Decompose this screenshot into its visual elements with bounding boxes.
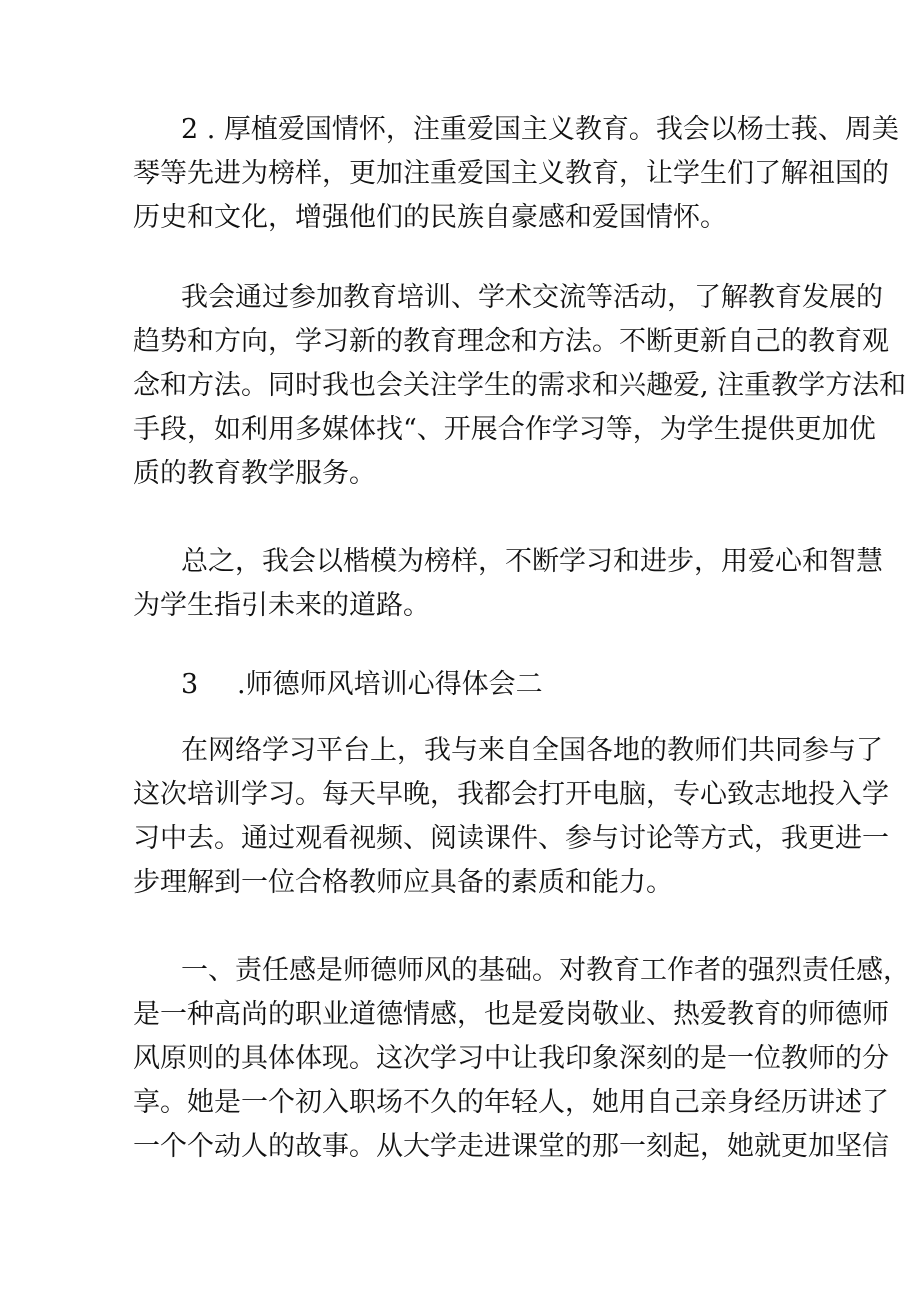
text-line: 我会通过参加教育培训、学术交流等活动，了解教育发展的: [181, 282, 883, 313]
text-line: 质的教育教学服务。: [133, 458, 376, 489]
paragraph-teaching-methods: [133, 276, 907, 496]
text-line: 习中去。通过观看视频、阅读课件、参与讨论等方式，我更进一: [133, 823, 889, 854]
paragraph-conclusion: [133, 540, 883, 628]
text-line: 为学生指引未来的道路。: [133, 590, 430, 621]
text-line: 步理解到一位合格教师应具备的素质和能力。: [133, 867, 673, 898]
text-line: 历史和文化，增强他们的民族自豪感和爱国情怀。: [133, 202, 727, 233]
text-line: 在网络学习平台上，我与来自全国各地的教师们共同参与了: [181, 735, 883, 766]
text-line: 总之，我会以楷模为榜样，不断学习和进步，用爱心和智慧: [181, 546, 883, 577]
heading-number: 3: [181, 669, 199, 700]
text-line: 手段，如利用多媒体找“、开展合作学习等，为学生提供更加优: [133, 414, 876, 445]
paragraph-patriotic-education: [133, 108, 899, 240]
heading-text: .师德师风培训心得体会二: [237, 669, 543, 700]
text-line: 念和方法。同时我也会关注学生的需求和兴趣爱, 注重教学方法和: [133, 370, 907, 401]
text-line: 琴等先进为榜样，更加注重爱国主义教育，让学生们了解祖国的: [133, 158, 889, 189]
text-line: 一、责任感是师德师风的基础。对教育工作者的强烈责任感，: [181, 955, 910, 986]
text-line: 一个个动人的故事。从大学走进课堂的那一刻起，她就更加坚信: [133, 1131, 889, 1162]
text-line: 这次培训学习。每天早晚，我都会打开电脑，专心致志地投入学: [133, 779, 889, 810]
text-line: 风原则的具体体现。这次学习中让我印象深刻的是一位教师的分: [133, 1043, 889, 1074]
section-heading: [133, 663, 803, 707]
text-line: 是一种高尚的职业道德情感，也是爱岗敬业、热爱教育的师德师: [133, 999, 889, 1030]
paragraph-responsibility: [133, 949, 910, 1169]
heading-line: [133, 663, 803, 707]
paragraph-online-learning: [133, 729, 889, 905]
text-line: 2 . 厚植爱国情怀，注重爱国主义教育。我会以杨士莪、周美: [181, 114, 899, 145]
text-line: 享。她是一个初入职场不久的年轻人，她用自己亲身经历讲述了: [133, 1087, 889, 1118]
text-line: 趋势和方向，学习新的教育理念和方法。不断更新自己的教育观: [133, 326, 889, 357]
